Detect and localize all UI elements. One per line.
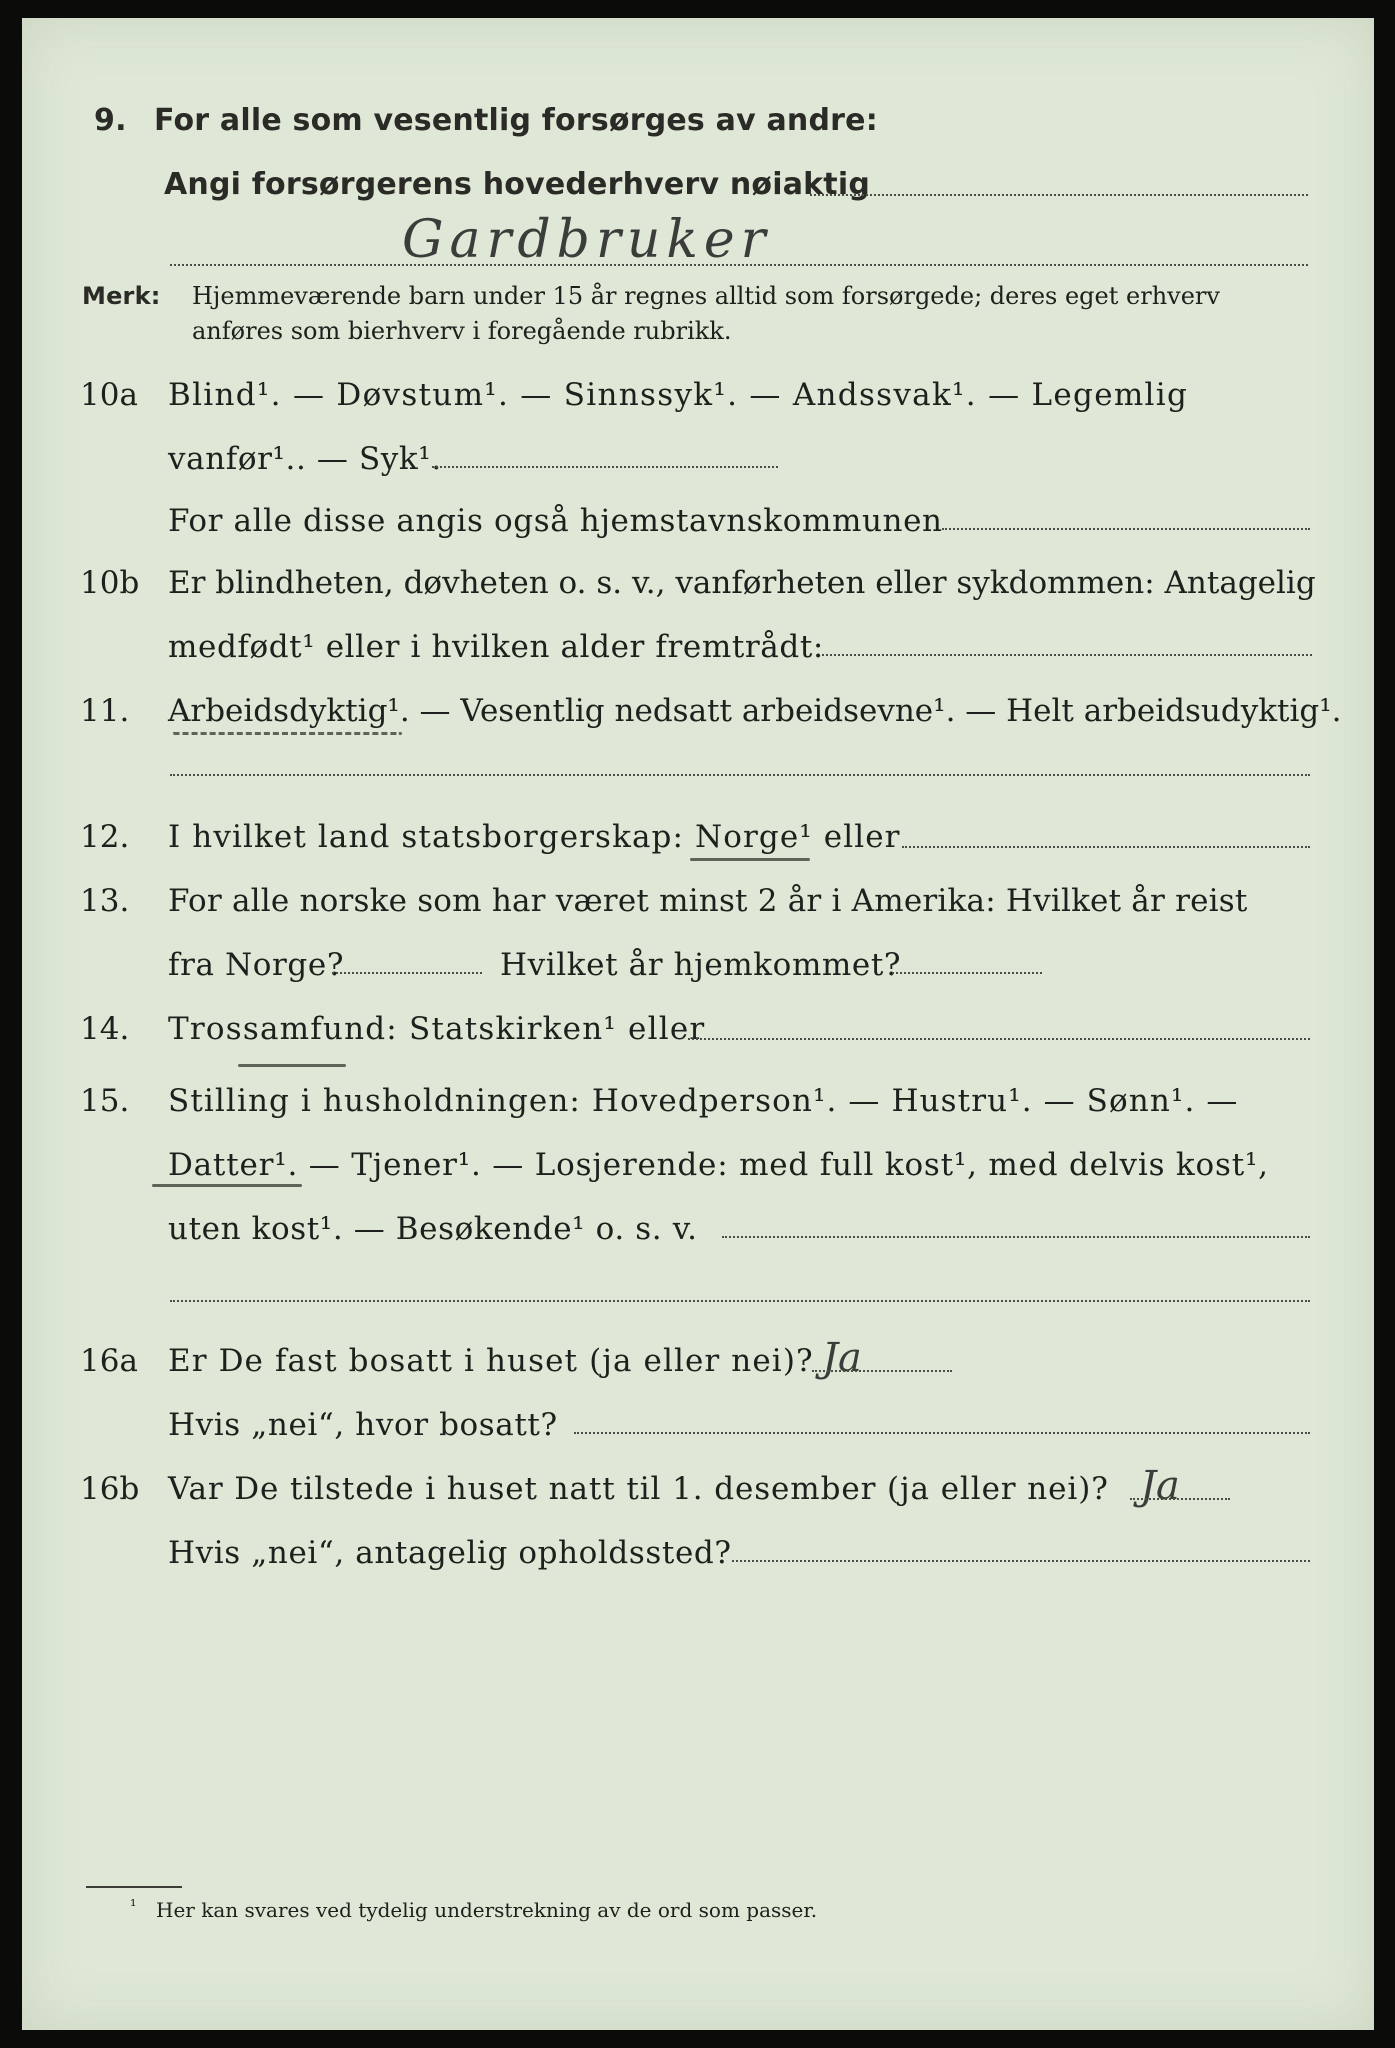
footnote-text: Her kan svares ved tydelig understrekning av de ord som passer. (156, 1898, 818, 1922)
q11-number: 11. (80, 693, 130, 729)
q16b-number: 16b (80, 1471, 140, 1507)
q16b-handwritten-answer: Ja (1140, 1463, 1180, 1509)
q10a-line1: Blind¹. — Døvstum¹. — Sinnssyk¹. — Andssvak¹. — Legemlig (168, 377, 1189, 413)
q13-number: 13. (80, 883, 130, 919)
merk-line2: anføres som bierhverv i foregående rubrikk. (192, 317, 732, 345)
merk-line1: Hjemmeværende barn under 15 år regnes alltid som forsørgede; deres eget erhverv (192, 282, 1220, 310)
q15-underline-datter (152, 1184, 302, 1187)
q16a-line1: Er De fast bosatt i huset (ja eller nei)? (168, 1343, 814, 1379)
q15-mark-stroke (238, 1064, 346, 1067)
q14-eller-line (688, 1038, 1310, 1040)
q13-line2a: fra Norge? (168, 947, 345, 983)
q11-blank-line (170, 774, 1310, 776)
q9-handwritten-answer: Gardbruker (402, 210, 772, 270)
q10a-number: 10a (80, 377, 138, 413)
q15-number: 15. (80, 1083, 130, 1119)
q16a-answer-line (812, 1370, 952, 1372)
footnote-rule (86, 1886, 182, 1888)
q16a-line2: Hvis „nei“, hvor bosatt? (168, 1407, 558, 1443)
q14-number: 14. (80, 1011, 130, 1047)
q15-line3: uten kost¹. — Besøkende¹ o. s. v. (168, 1211, 698, 1247)
q12-line1: I hvilket land statsborgerskap: Norge¹ eller (168, 819, 901, 855)
q9-line2: Angi forsørgerens hovederhverv nøiaktig (164, 167, 871, 202)
q13-hjemkommet-line (892, 972, 1042, 974)
q16b-opholdssted-line (732, 1560, 1310, 1562)
q9-number: 9. (94, 103, 127, 138)
q16a-bosatt-line (574, 1432, 1310, 1434)
q9-answer-line (170, 264, 1308, 266)
q16b-line1: Var De tilstede i huset natt til 1. desember (ja eller nei)? (168, 1471, 1109, 1507)
q11-line1: Arbeidsdyktig¹. — Vesentlig nedsatt arbeidsevne¹. — Helt arbeidsudyktig¹. (168, 693, 1342, 729)
q12-eller-line (902, 846, 1310, 848)
q9-dotted-line (810, 194, 1308, 196)
q15-blank-line (170, 1300, 1310, 1302)
q12-underline-norge (690, 858, 810, 861)
q9-title: For alle som vesentlig forsørges av andre: (154, 103, 878, 138)
q12-number: 12. (80, 819, 130, 855)
merk-label: Merk: (82, 282, 161, 310)
q10a-hjemstavn-line (942, 528, 1310, 530)
q10b-line2: medfødt¹ eller i hvilken alder fremtrådt: (168, 629, 824, 665)
q16a-number: 16a (80, 1343, 138, 1379)
q10b-line1: Er blindheten, døvheten o. s. v., vanførheten eller sykdommen: Antagelig (168, 565, 1316, 601)
q13-reist-line (332, 972, 482, 974)
q10b-number: 10b (80, 565, 140, 601)
q15-line1: Stilling i husholdningen: Hovedperson¹. — Hustru¹. — Sønn¹. — (168, 1083, 1239, 1119)
q13-line1: For alle norske som har været minst 2 år i Amerika: Hvilket år reist (168, 883, 1248, 919)
q13-line2b: Hvilket år hjemkommet? (500, 947, 902, 983)
census-form-page (22, 18, 1374, 2030)
q10b-alder-line (822, 654, 1312, 656)
footnote-mark: ¹ (130, 1896, 137, 1915)
q16b-answer-line (1130, 1498, 1230, 1500)
q16b-line2: Hvis „nei“, antagelig opholdssted? (168, 1535, 732, 1571)
q11-underline-arbeidsdyktig (172, 732, 402, 735)
q14-line1: Trossamfund: Statskirken¹ eller (168, 1011, 706, 1047)
q10a-line3: For alle disse angis også hjemstavnskommunen (168, 503, 943, 539)
q10a-syk-line (432, 466, 778, 468)
q15-line2: Datter¹. — Tjener¹. — Losjerende: med full kost¹, med delvis kost¹, (168, 1147, 1269, 1183)
q10a-line2: vanfør¹.. — Syk¹. (168, 441, 442, 477)
q16a-handwritten-answer: Ja (822, 1335, 862, 1381)
q15-osv-line (722, 1236, 1310, 1238)
